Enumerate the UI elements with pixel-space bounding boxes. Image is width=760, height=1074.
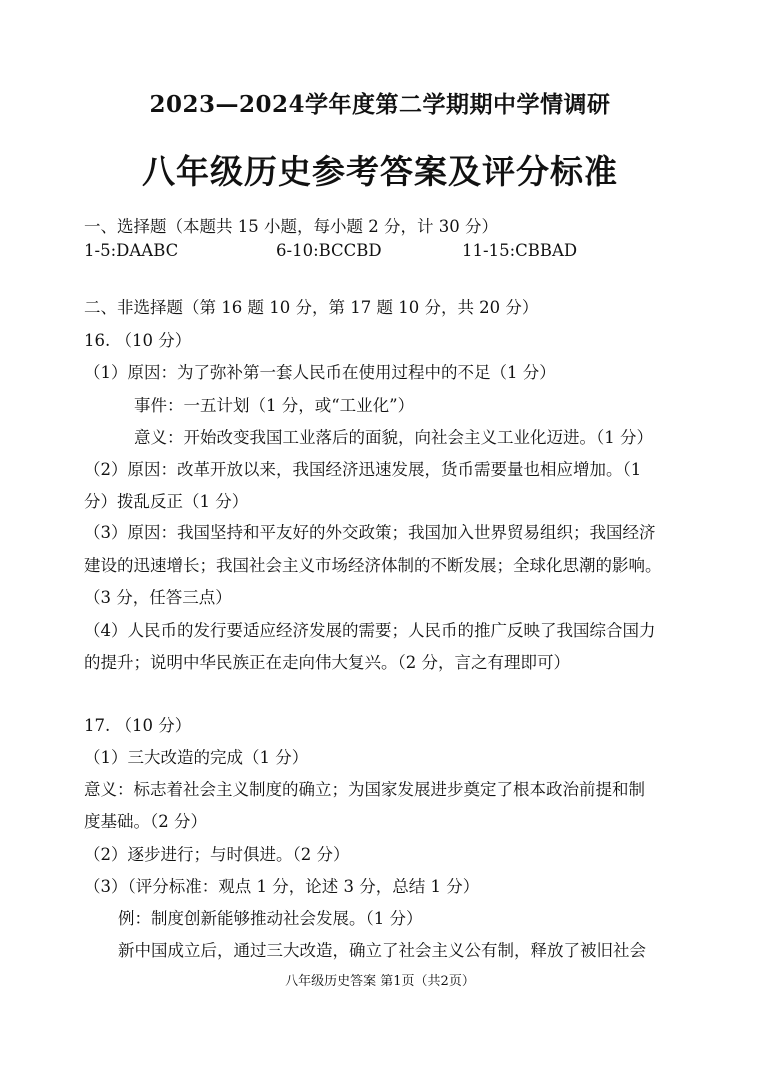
q16-line: （3）原因：我国坚持和平友好的外交政策；我国加入世界贸易组织；我国经济	[84, 523, 656, 542]
q17-line: 意义：标志着社会主义制度的确立；为国家发展进步奠定了根本政治前提和制	[84, 780, 645, 799]
q16-line: 的提升；说明中华民族正在走向伟大复兴。（2 分，言之有理即可）	[84, 653, 570, 672]
answer-group-11-15: 11-15:CBBAD	[462, 241, 578, 260]
q16-line: 事件：一五计划（1 分，或“工业化”）	[134, 396, 415, 415]
document-title: 八年级历史参考答案及评分标准	[142, 152, 618, 191]
q17-line: （2）逐步进行；与时俱进。（2 分）	[84, 845, 350, 864]
exam-title: 2023—2024学年度第二学期期中学情调研	[149, 91, 611, 118]
q17-line: 新中国成立后，通过三大改造，确立了社会主义公有制，释放了被旧社会	[118, 941, 646, 960]
answer-group-6-10: 6-10:BCCBD	[276, 241, 382, 260]
q16-label: 16. （10 分）	[84, 331, 192, 350]
section2-heading: 二、非选择题（第 16 题 10 分，第 17 题 10 分，共 20 分）	[84, 298, 539, 317]
q17-label: 17. （10 分）	[84, 716, 192, 735]
q16-line: 分）拨乱反正（1 分）	[84, 492, 249, 511]
q17-line: （1）三大改造的完成（1 分）	[84, 748, 309, 767]
section1-heading: 一、选择题（本题共 15 小题，每小题 2 分，计 30 分）	[84, 217, 498, 236]
q16-line: （4）人民币的发行要适应经济发展的需要；人民币的推广反映了我国综合国力	[84, 621, 656, 640]
q16-line: 建设的迅速增长；我国社会主义市场经济体制的不断发展；全球化思潮的影响。	[84, 556, 662, 575]
q17-line: （3）（评分标准：观点 1 分，论述 3 分，总结 1 分）	[84, 877, 480, 896]
q17-line: 度基础。（2 分）	[84, 812, 207, 831]
answer-group-1-5: 1-5:DAABC	[84, 241, 179, 260]
q16-line: （1）原因：为了弥补第一套人民币在使用过程中的不足（1 分）	[84, 363, 556, 382]
q16-line: （2）原因：改革开放以来，我国经济迅速发展，货币需要量也相应增加。（1	[84, 460, 642, 479]
page-footer: 八年级历史答案 第1页（共2页）	[285, 974, 475, 989]
q17-line: 例：制度创新能够推动社会发展。（1 分）	[118, 909, 423, 928]
q16-line: （3 分，任答三点）	[84, 588, 232, 607]
q16-line: 意义：开始改变我国工业落后的面貌，向社会主义工业化迈进。（1 分）	[134, 428, 653, 447]
